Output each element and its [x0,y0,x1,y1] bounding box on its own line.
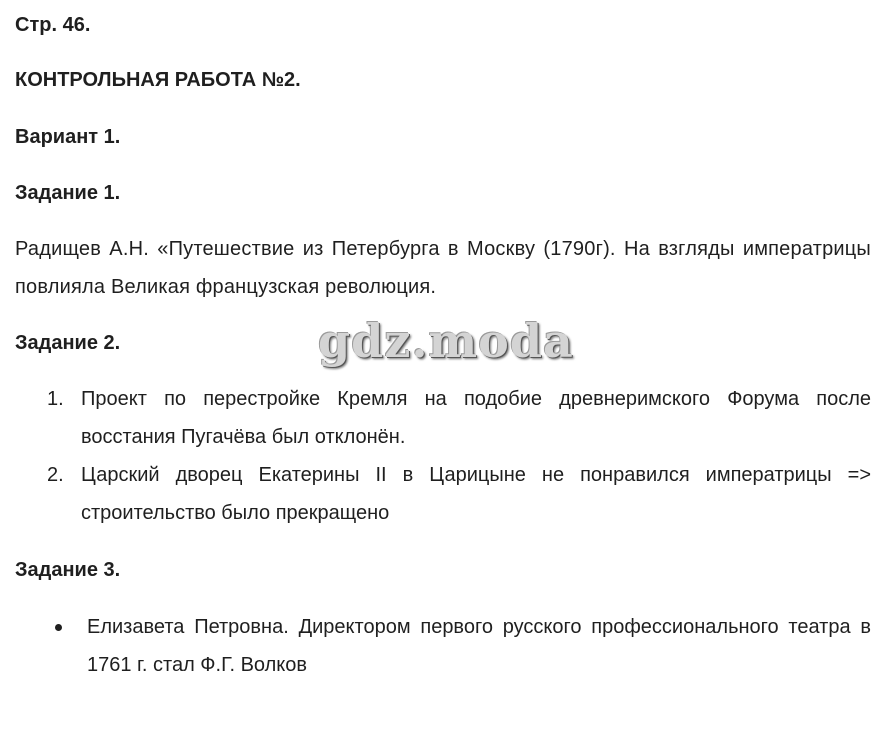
list-item-number: 1. [47,388,64,410]
page-reference: Стр. 46. [15,14,91,36]
list-item-text: Проект по перестройке Кремля на подобие древнеримского Форума после восстания Пугачёва был отклонён. [81,388,871,448]
task-1-answer: Радищев А.Н. «Путешествие из Петербурга в Москву (1790г). На взгляды императрицы повлияла Великая французская революция. [15,238,871,298]
list-item-text: Царский дворец Екатерины II в Царицыне не понравился императрицы => строительство было прекращено [81,464,871,524]
list-item-text: Елизавета Петровна. Директором первого русского профессионального театра в 1761 г. стал Ф.Г. Волков [87,616,871,676]
bullet-icon [55,624,62,631]
list-item-number: 2. [47,464,64,486]
list-item [15,380,871,456]
document-title: КОНТРОЛЬНАЯ РАБОТА №2. [15,69,301,91]
watermark-logo: gdz.moda [318,314,574,368]
variant-heading: Вариант 1. [15,126,121,148]
task-2-numbered-list [15,380,871,532]
task-2-heading: Задание 2. [15,332,121,354]
list-item [15,608,871,684]
task-3-bullet-list [15,608,871,684]
task-1-heading: Задание 1. [15,182,121,204]
list-item [15,456,871,532]
task-3-heading: Задание 3. [15,559,121,581]
